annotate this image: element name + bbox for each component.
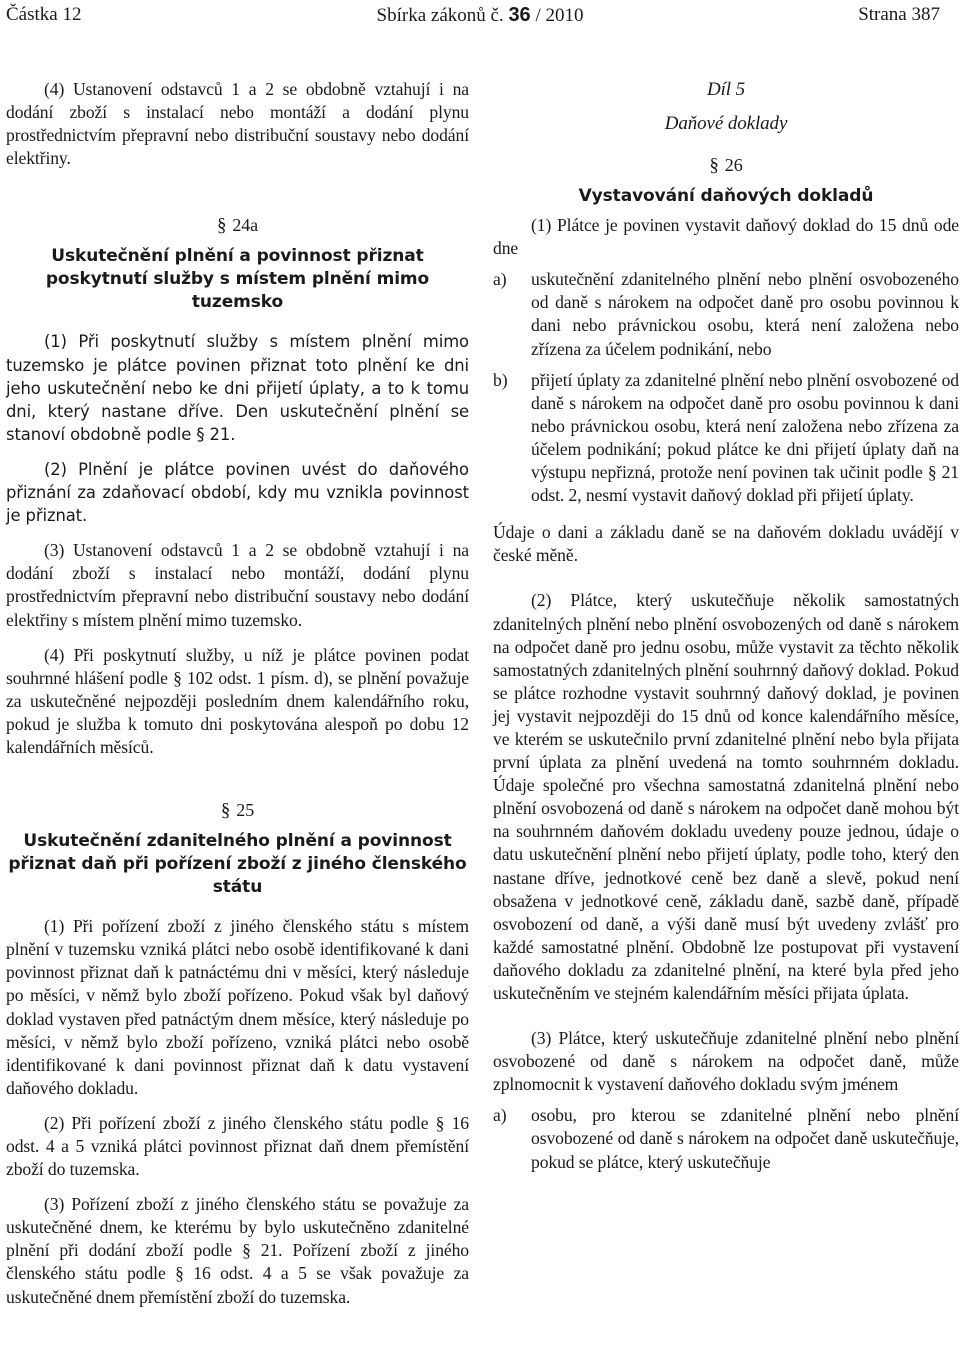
- header-part: Částka 12: [6, 4, 82, 25]
- part-number: Díl 5: [706, 79, 746, 100]
- section-24a-number: § 24a: [216, 215, 259, 237]
- list-item-text: osobu, pro kterou se zdanitelné plnění nebo plnění osvobozené od daně s nárokem na odpočet daně uskutečňuje, pokud se plátce, který uskutečňuje: [531, 1105, 959, 1172]
- list-item: [493, 268, 959, 360]
- section-26-title: Vystavování daňových dokladů: [578, 186, 874, 207]
- section-26-paragraph-1-tail: Údaje o dani a základu daně se na daňovém dokladu uvádějí v české měně.: [493, 522, 959, 566]
- list-marker: a): [493, 269, 507, 290]
- section-26-number: § 26: [709, 155, 743, 176]
- list-marker: b): [493, 369, 508, 390]
- section-24a-title: Uskutečnění plnění a povinnost přiznat poskytnutí služby s místem plnění mimo tuzemsko: [45, 246, 430, 313]
- section-25-title: Uskutečnění zdanitelného plnění a povinnost přiznat daň při pořízení zboží z jiného členského státu: [8, 831, 467, 898]
- section-24a-paragraph-3: (3) Ustanovení odstavců 1 a 2 se obdobně vztahují i na dodání zboží s instalací nebo montáží, dodání plynu prostřednictvím přepravní nebo distribuční soustavy nebo dodání elektřiny s místem plnění mimo tuzemsko.: [6, 540, 469, 630]
- section-26-paragraph-3: (3) Plátce, který uskutečňuje zdanitelné plnění nebo plnění osvobozené od daně s nárokem na odpočet daně, může zplnomocnit k vystavení daňového dokladu svým jménem: [493, 1028, 959, 1095]
- section-24a-paragraph-4: (4) Při poskytnutí služby, u níž je plátce povinen podat souhrnné hlášení podle § 102 odst. 1 písm. d), se plnění považuje za uskutečněné nejpozději posledním dnem kalendářního roku, pokud je služba k tomuto dni poskytována alespoň po dobu 12 kalendářních měsíců.: [6, 644, 469, 757]
- section-26-paragraph-1: (1) Plátce je povinen vystavit daňový doklad do 15 dnů ode dne: [493, 215, 959, 259]
- header-issue-number: 36: [508, 4, 531, 26]
- header-journal-prefix: Sbírka zákonů č.: [376, 5, 504, 26]
- section-sign-icon: §: [709, 155, 719, 176]
- section-sign-icon: §: [216, 215, 227, 237]
- section-25-number: § 25: [220, 800, 255, 822]
- list-item-text: přijetí úplaty za zdanitelné plnění nebo plnění osvobozené od daně s nárokem na odpočet daně pro osobu povinnou k dani nebo právnickou osobu, která není založena nebo zřízena za účelem podnikání; pokud plátce ke dni přijetí úplaty daň na výstupu nepřizná, protože není povinen tak učinit podle § 21 odst. 2, nesmí vystavit daňový doklad při přijetí úplaty.: [531, 369, 959, 506]
- left-column: [6, 78, 469, 1321]
- list-item: [493, 369, 959, 508]
- header-journal: [0, 4, 960, 27]
- section-sign-icon: §: [220, 800, 231, 822]
- part-title: Daňové doklady: [664, 113, 788, 134]
- section-25-paragraph-2: (2) Při pořízení zboží z jiného členského státu podle § 16 odst. 4 a 5 vzniká plátci povinnost přiznat daň dnem přemístění zboží do tuzemska.: [6, 1112, 469, 1180]
- right-column: [493, 78, 959, 1182]
- section-26-paragraph-2: (2) Plátce, který uskutečňuje několik samostatných zdanitelných plnění nebo plnění osvobozených od daně s nárokem na odpočet daně pro jednu osobu, může vystavit za těchto několik samostatných zdanitelných plnění souhrnný daňový doklad. Pokud se plátce rozhodne vystavit souhrnný daňový doklad, je povinen jej vystavit nejpozději do 15 dnů od konce kalendářního měsíce, ve kterém se uskutečnilo první zdanitelné plnění nebo byla přijata první úplata za plnění uvedená na tomto souhrnném dokladu. Údaje společné pro všechna samostatná zdanitelná plnění nebo plnění osvobozená od daně s nárokem na odpočet daně mohou být na souhrnném daňovém dokladu uvedeny pouze jednou, údaje o datu uskutečnění plnění nebo přijetí úplaty, podle toho, který den nastane dříve, jednotkové ceně bez daně a slevě, pokud není obsažena v jednotkové ceně, základu daně, sazbě daně, případě osvobození od daně, a výši daně musí být uvedeny zvlášť pro každé samostatné plnění. Obdobně lze postupovat při vystavení daňového dokladu za zdanitelné plnění, na které byla před jeho uskutečněním ve stejném kalendářním měsíci přijata úplata.: [493, 590, 959, 1003]
- section-24a-paragraph-2: (2) Plnění je plátce povinen uvést do daňového přiznání za zdaňovací období, kdy mu vznikla povinnost je přiznat.: [6, 459, 469, 526]
- header-page-number: Strana 387: [858, 4, 940, 25]
- section-24a-paragraph-1: (1) Při poskytnutí služby s místem plnění mimo tuzemsko je plátce povinen přiznat toto plnění ke dni jeho uskutečnění nebo ke dni přijetí úplaty, a to k tomu dni, který nastane dříve. Den uskutečnění plnění se stanoví obdobně podle § 21.: [6, 332, 469, 444]
- section-25-paragraph-3: (3) Pořízení zboží z jiného členského státu se považuje za uskutečněné dnem, ke kterému by bylo uskutečněno zdanitelné plnění při dodání zboží podle § 21. Pořízení zboží z jiného členského státu podle § 16 odst. 4 a 5 se však považuje za uskutečněné dnem přemístění zboží do tuzemska.: [6, 1194, 469, 1307]
- paragraph-intro-4: (4) Ustanovení odstavců 1 a 2 se obdobně vztahují i na dodání zboží s instalací nebo montáží a dodání plynu prostřednictvím přepravní nebo distribuční soustavy nebo dodání elektřiny.: [6, 79, 469, 169]
- list-item: [493, 1104, 959, 1173]
- page-header: [0, 0, 960, 30]
- header-issue-year: / 2010: [535, 5, 584, 26]
- list-marker: a): [493, 1105, 507, 1126]
- section-25-paragraph-1: (1) Při pořízení zboží z jiného členského státu s místem plnění v tuzemsku vzniká plátci nebo osobě identifikované k dani povinnost přiznat daň k patnáctému dni v měsíci, který následuje po měsíci, v němž bylo zboží pořízeno. Pokud však byl daňový doklad vystaven před patnáctým dnem měsíce, který následuje po měsíci, v němž bylo zboží pořízeno, vzniká plátci nebo osobě identifikované k dani povinnost přiznat daň k datu vystavení daňového dokladu.: [6, 916, 469, 1098]
- list-item-text: uskutečnění zdanitelného plnění nebo plnění osvobozeného od daně s nárokem na odpočet daně pro osobu povinnou k dani nebo právnickou osobu, která není založena nebo zřízena za účelem podnikání, nebo: [531, 269, 959, 359]
